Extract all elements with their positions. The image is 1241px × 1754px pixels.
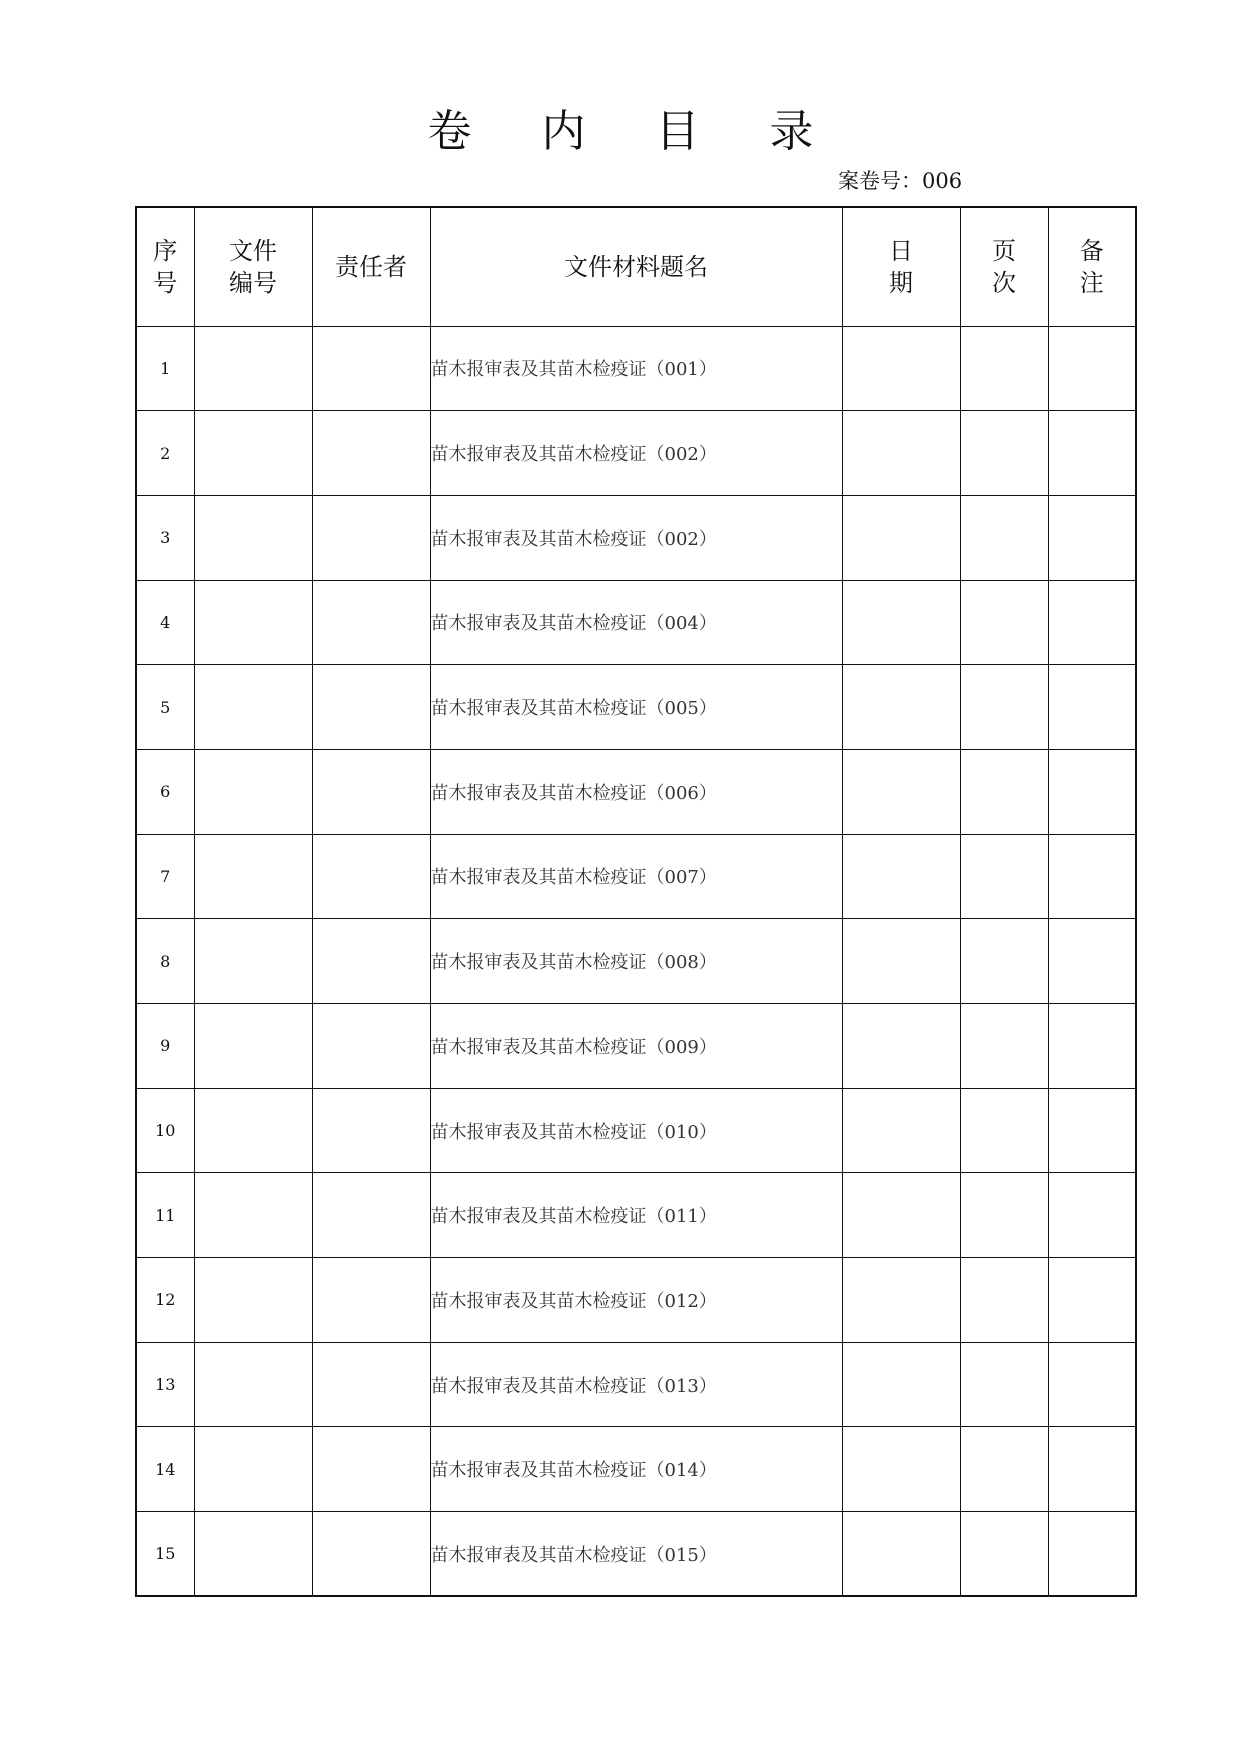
cell-file-no — [194, 919, 312, 1004]
cell-responsible — [312, 326, 430, 411]
table-row — [136, 1088, 1136, 1173]
cell-pages — [960, 1342, 1048, 1427]
cell-pages — [960, 326, 1048, 411]
cell-seq: 9 — [136, 1004, 194, 1089]
cell-remarks — [1048, 1173, 1136, 1258]
cell-remarks — [1048, 411, 1136, 496]
cell-doc-title: 苗木报审表及其苗木检疫证（002） — [430, 411, 842, 496]
cell-doc-title: 苗木报审表及其苗木检疫证（015） — [430, 1512, 842, 1597]
column-header-doc-title: 文件材料题名 — [430, 207, 842, 326]
cell-responsible — [312, 411, 430, 496]
table-row — [136, 1004, 1136, 1089]
cell-date — [842, 749, 960, 834]
column-header-responsible: 责任者 — [312, 207, 430, 326]
cell-seq: 8 — [136, 919, 194, 1004]
volume-number — [838, 168, 962, 194]
cell-remarks — [1048, 1512, 1136, 1597]
cell-doc-title: 苗木报审表及其苗木检疫证（001） — [430, 326, 842, 411]
cell-responsible — [312, 1004, 430, 1089]
table-row — [136, 665, 1136, 750]
cell-doc-title: 苗木报审表及其苗木检疫证（014） — [430, 1427, 842, 1512]
cell-remarks — [1048, 580, 1136, 665]
cell-pages — [960, 580, 1048, 665]
cell-seq: 1 — [136, 326, 194, 411]
cell-remarks — [1048, 919, 1136, 1004]
cell-file-no — [194, 1258, 312, 1343]
cell-seq: 10 — [136, 1088, 194, 1173]
cell-date — [842, 326, 960, 411]
cell-date — [842, 1258, 960, 1343]
cell-date — [842, 1342, 960, 1427]
cell-pages — [960, 1258, 1048, 1343]
cell-responsible — [312, 1427, 430, 1512]
cell-date — [842, 411, 960, 496]
cell-pages — [960, 411, 1048, 496]
cell-date — [842, 1427, 960, 1512]
table-row — [136, 411, 1136, 496]
cell-remarks — [1048, 1427, 1136, 1512]
column-header-seq: 序号 — [136, 207, 194, 326]
cell-pages — [960, 495, 1048, 580]
cell-file-no — [194, 834, 312, 919]
cell-date — [842, 1004, 960, 1089]
cell-seq: 7 — [136, 834, 194, 919]
table-row — [136, 495, 1136, 580]
cell-seq: 5 — [136, 665, 194, 750]
page-title: 卷 内 目 录 — [427, 106, 842, 157]
cell-seq: 3 — [136, 495, 194, 580]
cell-responsible — [312, 749, 430, 834]
cell-pages — [960, 749, 1048, 834]
cell-file-no — [194, 749, 312, 834]
cell-seq: 4 — [136, 580, 194, 665]
table-row — [136, 834, 1136, 919]
table-row — [136, 326, 1136, 411]
table-row — [136, 580, 1136, 665]
cell-file-no — [194, 1004, 312, 1089]
cell-doc-title: 苗木报审表及其苗木检疫证（002） — [430, 495, 842, 580]
cell-file-no — [194, 495, 312, 580]
cell-file-no — [194, 411, 312, 496]
cell-date — [842, 580, 960, 665]
cell-file-no — [194, 1512, 312, 1597]
cell-doc-title: 苗木报审表及其苗木检疫证（012） — [430, 1258, 842, 1343]
cell-responsible — [312, 1258, 430, 1343]
cell-seq: 14 — [136, 1427, 194, 1512]
cell-pages — [960, 665, 1048, 750]
cell-doc-title: 苗木报审表及其苗木检疫证（007） — [430, 834, 842, 919]
cell-responsible — [312, 1342, 430, 1427]
column-header-date: 日期 — [842, 207, 960, 326]
column-header-file-no: 文件编号 — [194, 207, 312, 326]
catalog-table — [135, 206, 1137, 1597]
cell-remarks — [1048, 834, 1136, 919]
cell-doc-title: 苗木报审表及其苗木检疫证（011） — [430, 1173, 842, 1258]
table-row — [136, 1342, 1136, 1427]
cell-date — [842, 495, 960, 580]
cell-file-no — [194, 326, 312, 411]
cell-responsible — [312, 665, 430, 750]
cell-responsible — [312, 834, 430, 919]
cell-date — [842, 1088, 960, 1173]
cell-file-no — [194, 580, 312, 665]
cell-pages — [960, 834, 1048, 919]
cell-remarks — [1048, 1258, 1136, 1343]
cell-remarks — [1048, 665, 1136, 750]
cell-responsible — [312, 580, 430, 665]
cell-date — [842, 1173, 960, 1258]
cell-file-no — [194, 1173, 312, 1258]
cell-pages — [960, 1088, 1048, 1173]
cell-seq: 12 — [136, 1258, 194, 1343]
cell-file-no — [194, 1342, 312, 1427]
cell-responsible — [312, 1512, 430, 1597]
cell-doc-title: 苗木报审表及其苗木检疫证（013） — [430, 1342, 842, 1427]
table-row — [136, 919, 1136, 1004]
cell-seq: 2 — [136, 411, 194, 496]
cell-file-no — [194, 665, 312, 750]
cell-seq: 6 — [136, 749, 194, 834]
volume-number-label: 案卷号： — [838, 169, 922, 193]
column-header-pages: 页次 — [960, 207, 1048, 326]
cell-doc-title: 苗木报审表及其苗木检疫证（005） — [430, 665, 842, 750]
table-row — [136, 1427, 1136, 1512]
cell-responsible — [312, 1173, 430, 1258]
cell-remarks — [1048, 1342, 1136, 1427]
cell-remarks — [1048, 495, 1136, 580]
cell-seq: 11 — [136, 1173, 194, 1258]
table-row — [136, 1258, 1136, 1343]
cell-pages — [960, 1004, 1048, 1089]
cell-doc-title: 苗木报审表及其苗木检疫证（010） — [430, 1088, 842, 1173]
cell-date — [842, 665, 960, 750]
cell-pages — [960, 1427, 1048, 1512]
cell-responsible — [312, 1088, 430, 1173]
cell-remarks — [1048, 749, 1136, 834]
table-row — [136, 749, 1136, 834]
cell-doc-title: 苗木报审表及其苗木检疫证（008） — [430, 919, 842, 1004]
cell-pages — [960, 1512, 1048, 1597]
cell-responsible — [312, 919, 430, 1004]
table-row — [136, 1173, 1136, 1258]
cell-date — [842, 1512, 960, 1597]
cell-doc-title: 苗木报审表及其苗木检疫证（009） — [430, 1004, 842, 1089]
cell-remarks — [1048, 326, 1136, 411]
cell-remarks — [1048, 1004, 1136, 1089]
volume-number-value: 006 — [922, 169, 963, 193]
table-row — [136, 1512, 1136, 1597]
cell-pages — [960, 919, 1048, 1004]
cell-remarks — [1048, 1088, 1136, 1173]
cell-date — [842, 834, 960, 919]
column-header-remarks: 备注 — [1048, 207, 1136, 326]
cell-seq: 15 — [136, 1512, 194, 1597]
table-header-row — [136, 207, 1136, 326]
cell-file-no — [194, 1427, 312, 1512]
cell-pages — [960, 1173, 1048, 1258]
cell-responsible — [312, 495, 430, 580]
cell-doc-title: 苗木报审表及其苗木检疫证（006） — [430, 749, 842, 834]
cell-seq: 13 — [136, 1342, 194, 1427]
cell-file-no — [194, 1088, 312, 1173]
cell-date — [842, 919, 960, 1004]
cell-doc-title: 苗木报审表及其苗木检疫证（004） — [430, 580, 842, 665]
